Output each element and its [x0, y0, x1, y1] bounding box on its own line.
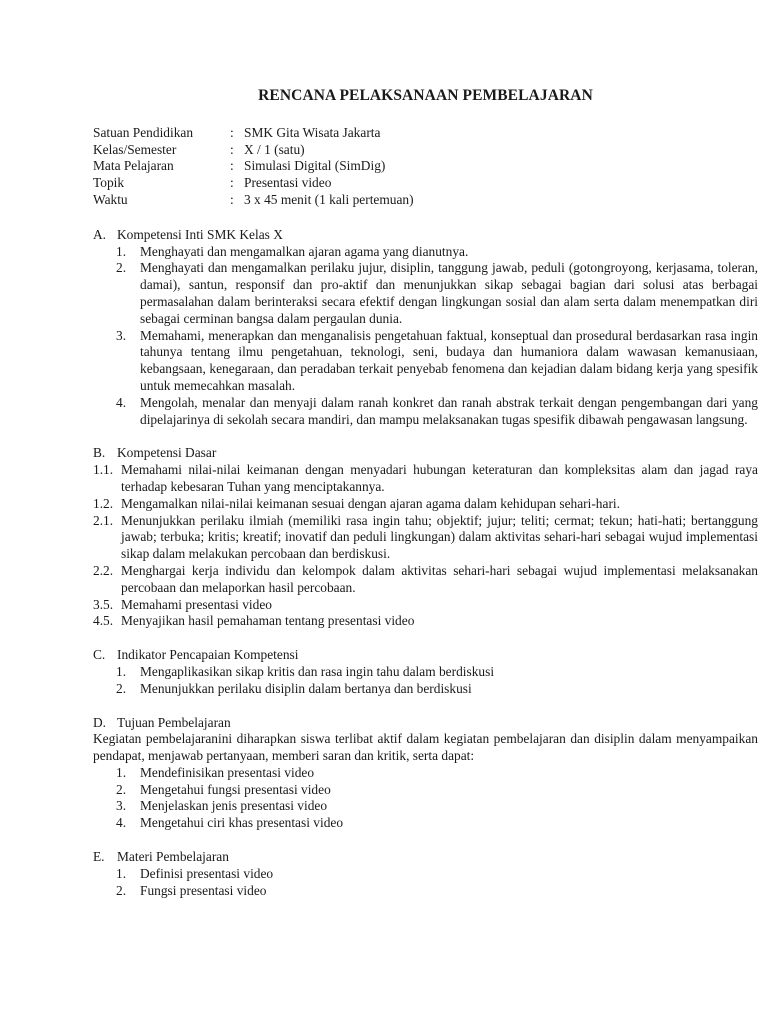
section-learning-materials: [93, 849, 758, 899]
document-page: [93, 88, 758, 916]
item-text: Memahami presentasi video: [121, 596, 272, 612]
item-number: 2.: [116, 882, 127, 898]
meta-colon: :: [230, 175, 234, 191]
item-text: Mengolah, menalar dan menyaji dalam ranah konkret dan ranah abstrak terkait dengan pengembangan dari yang dipelajarinya di sekolah secara mandiri, dan mampu melaksanakan tugas spesifik dibawah pengawasan langsung.: [140, 394, 758, 427]
section-core-competence: [93, 227, 758, 429]
item-text: Mengetahui fungsi presentasi video: [140, 781, 331, 797]
list-item: [93, 328, 758, 395]
item-number: 1.: [116, 243, 127, 259]
meta-label: Topik: [93, 175, 125, 191]
item-text: Mengaplikasikan sikap kritis dan rasa ingin tahu dalam berdiskusi: [140, 663, 495, 679]
item-text: Definisi presentasi video: [140, 865, 274, 881]
item-text: Menjelaskan jenis presentasi video: [140, 798, 328, 814]
meta-colon: :: [230, 191, 234, 207]
meta-row-class: [93, 142, 758, 159]
section-heading: [93, 647, 758, 664]
numbered-list: [93, 244, 758, 429]
section-heading: [93, 227, 758, 244]
list-item: [93, 395, 758, 429]
section-letter: E.: [93, 849, 105, 865]
section-heading: [93, 849, 758, 866]
meta-colon: :: [230, 124, 234, 140]
meta-colon: :: [230, 158, 234, 174]
list-item: [93, 513, 758, 563]
item-text: Menghayati dan mengamalkan perilaku jujur, disiplin, tanggung jawab, peduli (gotongroyong, kerjasama, toleran, damai), santun, responsif dan pro-aktif dan menunjukkan sikap sebagai bagian dari solusi atas berbagai permasalahan dalam berinteraksi secara efektif dengan lingkungan sosial dan alam serta dalam menempatkan diri sebagai cerminan bangsa dalam pergaulan dunia.: [140, 260, 758, 326]
item-number: 1.: [116, 865, 127, 881]
meta-colon: :: [230, 141, 234, 157]
meta-row-time: [93, 192, 758, 209]
meta-label: Satuan Pendidikan: [93, 124, 194, 140]
meta-value: SMK Gita Wisata Jakarta: [244, 124, 381, 140]
item-number: 1.: [116, 764, 127, 780]
item-text: Mengamalkan nilai-nilai keimanan sesuai dengan ajaran agama dalam kehidupan sehari-hari.: [121, 495, 620, 511]
document-title: RENCANA PELAKSANAAN PEMBELAJARAN: [258, 87, 593, 104]
item-number: 2.: [116, 781, 127, 797]
item-text: Memahami, menerapkan dan menganalisis pengetahuan faktual, konseptual dan prosedural berdasarkan rasa ingin tahunya tentang ilmu pengetahuan, teknologi, seni, budaya dan humaniora dalam wawasan kemanusiaan, kebangsaan, kenegaraan, dan peradaban terkait penyebab fenomena dan kejadian dalam bidang kerja yang spesifik untuk memecahkan masalah.: [140, 327, 758, 393]
item-text: Mendefinisikan presentasi video: [140, 764, 315, 780]
meta-label: Kelas/Semester: [93, 141, 177, 157]
section-basic-competence: [93, 445, 758, 630]
section-title: Tujuan Pembelajaran: [117, 714, 231, 730]
item-text: Menunjukkan perilaku disiplin dalam bertanya dan berdiskusi: [140, 680, 472, 696]
section-heading: [93, 715, 758, 732]
list-item: [93, 866, 758, 883]
list-item: [93, 815, 758, 832]
section-title: Materi Pembelajaran: [117, 849, 229, 865]
list-item: [93, 681, 758, 698]
item-number: 1.2.: [93, 495, 114, 511]
item-text: Menunjukkan perilaku ilmiah (memiliki rasa ingin tahu; objektif; jujur; teliti; cermat; tekun; hati-hati; bertanggung jawab; terbuka; kritis; kreatif; inovatif dan peduli lingkungan) dalam aktivitas sehari-hari sebagai wujud implementasi sikap dalam melakukan percobaan dan berdiskusi.: [121, 512, 758, 562]
item-number: 4.: [116, 815, 127, 831]
meta-row-school: [93, 125, 758, 142]
list-item: [93, 664, 758, 681]
item-number: 1.1.: [93, 462, 114, 478]
section-letter: C.: [93, 647, 106, 663]
item-number: 3.5.: [93, 596, 114, 612]
section-title: Kompetensi Inti SMK Kelas X: [117, 226, 283, 242]
section-indicators: [93, 647, 758, 697]
item-text: Menghargai kerja individu dan kelompok dalam aktivitas sehari-hari sebagai wujud implementasi melaksanakan percobaan dan melaporkan hasil percobaan.: [121, 562, 758, 595]
item-text: Menghayati dan mengamalkan ajaran agama yang dianutnya.: [140, 243, 469, 259]
item-number: 2.: [116, 260, 127, 276]
identity-table: [93, 125, 758, 209]
meta-label: Mata Pelajaran: [93, 158, 174, 174]
item-number: 3.: [116, 798, 127, 814]
meta-value: Presentasi video: [244, 175, 332, 191]
section-letter: A.: [93, 226, 107, 242]
item-text: Mengetahui ciri khas presentasi video: [140, 815, 344, 831]
list-item: [93, 462, 758, 496]
meta-value: Simulasi Digital (SimDig): [244, 158, 386, 174]
list-item: [93, 563, 758, 597]
item-text: Fungsi presentasi video: [140, 882, 267, 898]
list-item: [93, 496, 758, 513]
list-item: [93, 883, 758, 900]
section-learning-objectives: [93, 715, 758, 833]
section-letter: D.: [93, 714, 107, 730]
item-number: 4.: [116, 394, 127, 410]
objective-paragraph: Kegiatan pembelajaranini diharapkan siswa terlibat aktif dalam kegiatan pembelajaran dan disiplin dalam menyampaikan pendapat, menjawab pertanyaan, memberi saran dan kritik, serta dapat:: [93, 731, 758, 764]
meta-label: Waktu: [93, 191, 128, 207]
list-item: [93, 782, 758, 799]
list-item: [93, 260, 758, 327]
meta-row-topic: [93, 175, 758, 192]
item-number: 2.1.: [93, 512, 114, 528]
section-title: Kompetensi Dasar: [117, 445, 217, 461]
list-item: [93, 244, 758, 261]
item-number: 2.2.: [93, 562, 114, 578]
section-heading: [93, 445, 758, 462]
item-number: 3.: [116, 327, 127, 343]
item-number: 2.: [116, 680, 127, 696]
item-number: 4.5.: [93, 613, 114, 629]
section-letter: B.: [93, 445, 106, 461]
meta-row-subject: [93, 158, 758, 175]
item-text: Memahami nilai-nilai keimanan dengan menyadari hubungan keteraturan dan kompleksitas alam dan jagad raya terhadap kebesaran Tuhan yang menciptakannya.: [121, 462, 758, 494]
meta-value: 3 x 45 menit (1 kali pertemuan): [244, 191, 414, 207]
list-item: [93, 597, 758, 614]
list-item: [93, 798, 758, 815]
item-number: 1.: [116, 663, 127, 679]
item-text: Menyajikan hasil pemahaman tentang presentasi video: [121, 613, 415, 629]
meta-value: X / 1 (satu): [244, 141, 305, 157]
list-item: [93, 613, 758, 630]
list-item: [93, 765, 758, 782]
section-title: Indikator Pencapaian Kompetensi: [117, 647, 299, 663]
